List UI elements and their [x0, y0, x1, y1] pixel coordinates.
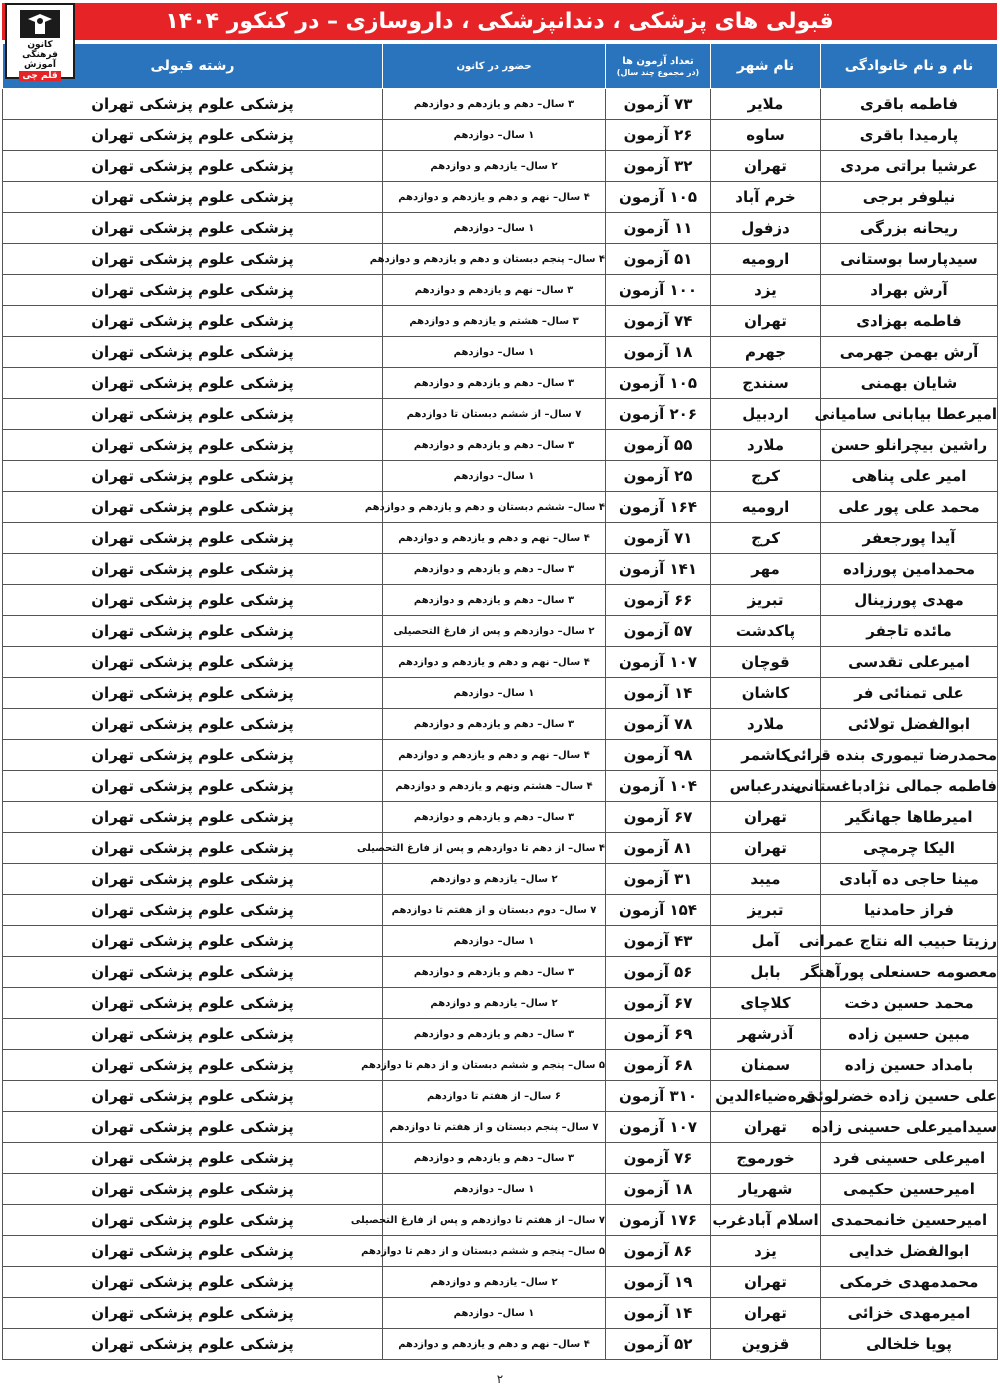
cell-city: ملارد: [711, 709, 821, 740]
cell-city: خرم آباد: [711, 182, 821, 213]
column-header-exams-sub: (در مجموع چند سال): [616, 67, 700, 77]
cell-presence: ۴ سال– ششم دبستان و دهم و یازدهم و دوازدهم: [383, 492, 606, 523]
cell-exams: ۱۵۴ آزمون: [606, 895, 711, 926]
cell-field: پزشکی علوم پزشکی تهران: [3, 1050, 383, 1081]
cell-exams: ۱۰۷ آزمون: [606, 647, 711, 678]
cell-presence: ۱ سال– دوازدهم: [383, 1174, 606, 1205]
cell-presence: ۳ سال– دهم و یازدهم و دوازدهم: [383, 430, 606, 461]
cell-presence: ۱ سال– دوازدهم: [383, 678, 606, 709]
cell-field: پزشکی علوم پزشکی تهران: [3, 430, 383, 461]
cell-field: پزشکی علوم پزشکی تهران: [3, 1174, 383, 1205]
table-row: [3, 1174, 998, 1205]
cell-field: پزشکی علوم پزشکی تهران: [3, 1205, 383, 1236]
cell-exams: ۲۰۶ آزمون: [606, 399, 711, 430]
cell-exams: ۳۱۰ آزمون: [606, 1081, 711, 1112]
cell-city: ارومیه: [711, 244, 821, 275]
table-row: [3, 1143, 998, 1174]
cell-name: سیدپارسا بوستانی: [821, 244, 998, 275]
cell-city: قزوین: [711, 1329, 821, 1360]
cell-name: امیرعطا بیابانی سامیانی: [821, 399, 998, 430]
cell-exams: ۱۰۴ آزمون: [606, 771, 711, 802]
table-row: [3, 740, 998, 771]
cell-field: پزشکی علوم پزشکی تهران: [3, 895, 383, 926]
cell-name: علی حسین زاده خضرلوئی: [821, 1081, 998, 1112]
cell-city: ملارد: [711, 430, 821, 461]
cell-exams: ۱۹ آزمون: [606, 1267, 711, 1298]
cell-presence: ۳ سال– دهم و یازدهم و دوازدهم: [383, 554, 606, 585]
cell-field: پزشکی علوم پزشکی تهران: [3, 1019, 383, 1050]
cell-field: پزشکی علوم پزشکی تهران: [3, 833, 383, 864]
cell-presence: ۴ سال– پنجم دبستان و دهم و یازدهم و دوازدهم: [383, 244, 606, 275]
cell-field: پزشکی علوم پزشکی تهران: [3, 492, 383, 523]
cell-presence: ۱ سال– دوازدهم: [383, 926, 606, 957]
cell-city: میبد: [711, 864, 821, 895]
cell-exams: ۱۴ آزمون: [606, 678, 711, 709]
cell-name: امیرطاها جهانگیر: [821, 802, 998, 833]
table-row: [3, 1329, 998, 1360]
column-header-presence: [383, 44, 606, 89]
cell-city: کاشمر: [711, 740, 821, 771]
cell-name: امیرعلی حسینی فرد: [821, 1143, 998, 1174]
cell-city: دزفول: [711, 213, 821, 244]
cell-presence: ۴ سال– نهم و دهم و یازدهم و دوازدهم: [383, 740, 606, 771]
cell-city: یزد: [711, 1236, 821, 1267]
cell-name: رزیتا حبیب اله نتاج عمرانی: [821, 926, 998, 957]
cell-presence: ۳ سال– دهم و یازدهم و دوازدهم: [383, 802, 606, 833]
cell-name: ابوالفضل خدایی: [821, 1236, 998, 1267]
cell-name: مینا حاجی ده آبادی: [821, 864, 998, 895]
cell-city: قره‌ضیاءالدین: [711, 1081, 821, 1112]
cell-presence: ۱ سال– دوازدهم: [383, 120, 606, 151]
cell-city: آمل: [711, 926, 821, 957]
column-header-field: رشته قبولی: [3, 44, 383, 89]
admissions-table: [2, 43, 998, 1360]
cell-field: پزشکی علوم پزشکی تهران: [3, 399, 383, 430]
cell-presence: ۴ سال– هشتم ونهم و یازدهم و دوازدهم: [383, 771, 606, 802]
cell-presence: ۳ سال– دهم و یازدهم و دوازدهم: [383, 89, 606, 120]
cell-presence: ۴ سال– نهم و دهم و یازدهم و دوازدهم: [383, 647, 606, 678]
cell-name: ریحانه بزرگی: [821, 213, 998, 244]
cell-exams: ۶۷ آزمون: [606, 988, 711, 1019]
cell-field: پزشکی علوم پزشکی تهران: [3, 616, 383, 647]
cell-exams: ۵۱ آزمون: [606, 244, 711, 275]
table-row: [3, 616, 998, 647]
table-row: [3, 461, 998, 492]
cell-name: سیدامیرعلی حسینی زاده: [821, 1112, 998, 1143]
cell-city: ارومیه: [711, 492, 821, 523]
page-title: قبولی های پزشکی ، دندانپزشکی ، داروسازی – در کنکور ۱۴۰۴: [165, 9, 834, 34]
cell-name: شایان بهمنی: [821, 368, 998, 399]
table-row: [3, 244, 998, 275]
cell-city: مهر: [711, 554, 821, 585]
cell-name: امیرحسین حکیمی: [821, 1174, 998, 1205]
cell-exams: ۶۹ آزمون: [606, 1019, 711, 1050]
cell-name: علی تمنائی فر: [821, 678, 998, 709]
cell-exams: ۱۰۵ آزمون: [606, 182, 711, 213]
cell-name: امیر علی پناهی: [821, 461, 998, 492]
cell-city: ملایر: [711, 89, 821, 120]
cell-exams: ۶۷ آزمون: [606, 802, 711, 833]
cell-city: سمنان: [711, 1050, 821, 1081]
cell-name: محمدمهدی خرمکی: [821, 1267, 998, 1298]
cell-name: فاطمه بهزادی: [821, 306, 998, 337]
cell-city: جهرم: [711, 337, 821, 368]
table-row: [3, 647, 998, 678]
cell-city: تهران: [711, 802, 821, 833]
cell-city: تهران: [711, 151, 821, 182]
table-row: [3, 337, 998, 368]
cell-field: پزشکی علوم پزشکی تهران: [3, 275, 383, 306]
cell-name: معصومه حسنعلی پورآهنگر: [821, 957, 998, 988]
table-row: [3, 89, 998, 120]
cell-presence: ۴ سال– از دهم تا دوازدهم و پس از فارغ التحصیلی: [383, 833, 606, 864]
table-row: [3, 1267, 998, 1298]
cell-name: آرش بهمن جهرمی: [821, 337, 998, 368]
cell-exams: ۳۱ آزمون: [606, 864, 711, 895]
cell-field: پزشکی علوم پزشکی تهران: [3, 1143, 383, 1174]
cell-field: پزشکی علوم پزشکی تهران: [3, 988, 383, 1019]
logo-line-2: فرهنگی: [22, 50, 58, 60]
cell-presence: ۳ سال– دهم و یازدهم و دوازدهم: [383, 368, 606, 399]
cell-name: نیلوفر برجی: [821, 182, 998, 213]
cell-presence: ۷ سال– دوم دبستان و از هفتم تا دوازدهم: [383, 895, 606, 926]
cell-exams: ۱۷۶ آزمون: [606, 1205, 711, 1236]
column-header-exams-label: تعداد آزمون ها: [622, 55, 694, 67]
cell-presence: ۴ سال– نهم و دهم و یازدهم و دوازدهم: [383, 1329, 606, 1360]
cell-city: تهران: [711, 1267, 821, 1298]
cell-city: سنندج: [711, 368, 821, 399]
kanoon-logo: [5, 3, 75, 79]
table-row: [3, 430, 998, 461]
cell-presence: ۲ سال– یازدهم و دوازدهم: [383, 1267, 606, 1298]
cell-city: پاکدشت: [711, 616, 821, 647]
table-row: [3, 120, 998, 151]
cell-presence: ۲ سال– دوازدهم و پس از فارغ التحصیلی: [383, 616, 606, 647]
logo-line-3: آموزش: [24, 60, 56, 70]
cell-field: پزشکی علوم پزشکی تهران: [3, 554, 383, 585]
cell-presence: ۳ سال– هشتم و یازدهم و دوازدهم: [383, 306, 606, 337]
cell-exams: ۱۰۵ آزمون: [606, 368, 711, 399]
cell-city: اسلام آبادغرب: [711, 1205, 821, 1236]
cell-city: شهریار: [711, 1174, 821, 1205]
table-row: [3, 678, 998, 709]
table-row: [3, 709, 998, 740]
cell-exams: ۱۸ آزمون: [606, 337, 711, 368]
cell-exams: ۲۵ آزمون: [606, 461, 711, 492]
cell-exams: ۱۴ آزمون: [606, 1298, 711, 1329]
cell-exams: ۸۶ آزمون: [606, 1236, 711, 1267]
table-row: [3, 585, 998, 616]
cell-presence: ۷ سال– از ششم دبستان تا دوازدهم: [383, 399, 606, 430]
column-header-name: نام و نام خانوادگی: [821, 44, 998, 89]
cell-field: پزشکی علوم پزشکی تهران: [3, 306, 383, 337]
table-row: [3, 523, 998, 554]
table-row: [3, 399, 998, 430]
cell-field: پزشکی علوم پزشکی تهران: [3, 709, 383, 740]
cell-name: فراز حامدنیا: [821, 895, 998, 926]
cell-exams: ۷۶ آزمون: [606, 1143, 711, 1174]
column-header-presence-label: حضور در کانون: [456, 60, 532, 72]
cell-city: قوچان: [711, 647, 821, 678]
cell-city: کرج: [711, 523, 821, 554]
cell-exams: ۴۳ آزمون: [606, 926, 711, 957]
cell-name: مبین حسین زاده: [821, 1019, 998, 1050]
cell-field: پزشکی علوم پزشکی تهران: [3, 1298, 383, 1329]
table-row: [3, 492, 998, 523]
cell-presence: ۲ سال– یازدهم و دوازدهم: [383, 988, 606, 1019]
cell-name: فاطمه جمالی نژادباغستانی: [821, 771, 998, 802]
page-title-bar: [2, 3, 997, 40]
cell-exams: ۱۶۴ آزمون: [606, 492, 711, 523]
cell-field: پزشکی علوم پزشکی تهران: [3, 647, 383, 678]
table-row: [3, 988, 998, 1019]
cell-exams: ۱۸ آزمون: [606, 1174, 711, 1205]
table-row: [3, 771, 998, 802]
cell-name: عرشیا براتی مردی: [821, 151, 998, 182]
logo-line-1: کانون: [27, 40, 53, 50]
cell-name: فاطمه باقری: [821, 89, 998, 120]
cell-presence: ۱ سال– دوازدهم: [383, 337, 606, 368]
cell-presence: ۶ سال– از هفتم تا دوازدهم: [383, 1081, 606, 1112]
cell-field: پزشکی علوم پزشکی تهران: [3, 151, 383, 182]
cell-exams: ۵۶ آزمون: [606, 957, 711, 988]
cell-presence: ۳ سال– دهم و یازدهم و دوازدهم: [383, 585, 606, 616]
cell-field: پزشکی علوم پزشکی تهران: [3, 182, 383, 213]
table-row: [3, 1236, 998, 1267]
cell-field: پزشکی علوم پزشکی تهران: [3, 1236, 383, 1267]
cell-field: پزشکی علوم پزشکی تهران: [3, 740, 383, 771]
table-row: [3, 1019, 998, 1050]
table-row: [3, 926, 998, 957]
cell-field: پزشکی علوم پزشکی تهران: [3, 1267, 383, 1298]
cell-name: محمدامین پورزاده: [821, 554, 998, 585]
table-row: [3, 368, 998, 399]
cell-city: ساوه: [711, 120, 821, 151]
graduate-icon: [20, 8, 60, 40]
cell-name: ابوالفضل تولائی: [821, 709, 998, 740]
cell-presence: ۳ سال– دهم و یازدهم و دوازدهم: [383, 957, 606, 988]
cell-presence: ۵ سال– پنجم و ششم دبستان و از دهم تا دوازدهم: [383, 1050, 606, 1081]
cell-field: پزشکی علوم پزشکی تهران: [3, 120, 383, 151]
table-row: [3, 275, 998, 306]
table-row: [3, 864, 998, 895]
cell-name: مائده تاجفر: [821, 616, 998, 647]
cell-name: محمد حسین دخت: [821, 988, 998, 1019]
cell-presence: ۱ سال– دوازدهم: [383, 1298, 606, 1329]
cell-city: یزد: [711, 275, 821, 306]
table-row: [3, 802, 998, 833]
table-row: [3, 957, 998, 988]
cell-city: تهران: [711, 1298, 821, 1329]
cell-exams: ۸۱ آزمون: [606, 833, 711, 864]
cell-presence: ۴ سال– نهم و دهم و یازدهم و دوازدهم: [383, 182, 606, 213]
cell-presence: ۳ سال– دهم و یازدهم و دوازدهم: [383, 1143, 606, 1174]
cell-field: پزشکی علوم پزشکی تهران: [3, 89, 383, 120]
page-number: ۲: [496, 1372, 504, 1386]
cell-exams: ۳۲ آزمون: [606, 151, 711, 182]
cell-city: کلاچای: [711, 988, 821, 1019]
cell-exams: ۷۱ آزمون: [606, 523, 711, 554]
cell-field: پزشکی علوم پزشکی تهران: [3, 368, 383, 399]
table-row: [3, 1050, 998, 1081]
cell-exams: ۱۱ آزمون: [606, 213, 711, 244]
cell-field: پزشکی علوم پزشکی تهران: [3, 585, 383, 616]
cell-name: پارمیدا باقری: [821, 120, 998, 151]
cell-exams: ۵۷ آزمون: [606, 616, 711, 647]
cell-exams: ۱۰۰ آزمون: [606, 275, 711, 306]
cell-city: تهران: [711, 1112, 821, 1143]
cell-name: امیرحسین خانمحمدی: [821, 1205, 998, 1236]
cell-presence: ۲ سال– یازدهم و دوازدهم: [383, 864, 606, 895]
column-header-exams: [606, 44, 711, 89]
cell-name: راشین بیچرانلو حسن: [821, 430, 998, 461]
table-row: [3, 554, 998, 585]
cell-name: امیرمهدی خزائی: [821, 1298, 998, 1329]
cell-field: پزشکی علوم پزشکی تهران: [3, 461, 383, 492]
table-header-row: [3, 44, 998, 89]
cell-city: کرج: [711, 461, 821, 492]
cell-name: مهدی پورزینال: [821, 585, 998, 616]
table-row: [3, 151, 998, 182]
cell-city: تبریز: [711, 895, 821, 926]
cell-exams: ۶۶ آزمون: [606, 585, 711, 616]
cell-exams: ۹۸ آزمون: [606, 740, 711, 771]
cell-field: پزشکی علوم پزشکی تهران: [3, 926, 383, 957]
cell-field: پزشکی علوم پزشکی تهران: [3, 1081, 383, 1112]
cell-field: پزشکی علوم پزشکی تهران: [3, 337, 383, 368]
cell-exams: ۵۲ آزمون: [606, 1329, 711, 1360]
cell-field: پزشکی علوم پزشکی تهران: [3, 678, 383, 709]
cell-presence: ۱ سال– دوازدهم: [383, 461, 606, 492]
cell-field: پزشکی علوم پزشکی تهران: [3, 1112, 383, 1143]
cell-exams: ۷۴ آزمون: [606, 306, 711, 337]
table-row: [3, 1081, 998, 1112]
cell-exams: ۵۵ آزمون: [606, 430, 711, 461]
cell-city: بابل: [711, 957, 821, 988]
table-row: [3, 895, 998, 926]
cell-exams: ۱۴۱ آزمون: [606, 554, 711, 585]
cell-exams: ۶۸ آزمون: [606, 1050, 711, 1081]
cell-presence: ۱ سال– دوازدهم: [383, 213, 606, 244]
cell-field: پزشکی علوم پزشکی تهران: [3, 802, 383, 833]
cell-field: پزشکی علوم پزشکی تهران: [3, 957, 383, 988]
cell-presence: ۷ سال– از هفتم تا دوازدهم و پس از فارغ التحصیلی: [383, 1205, 606, 1236]
table-row: [3, 213, 998, 244]
cell-name: پویا خلخالی: [821, 1329, 998, 1360]
cell-name: آیدا پورجعفر: [821, 523, 998, 554]
cell-city: آذرشهر: [711, 1019, 821, 1050]
cell-field: پزشکی علوم پزشکی تهران: [3, 523, 383, 554]
cell-city: تهران: [711, 306, 821, 337]
cell-city: خورموج: [711, 1143, 821, 1174]
table-row: [3, 182, 998, 213]
cell-name: آرش بهراد: [821, 275, 998, 306]
cell-exams: ۱۰۷ آزمون: [606, 1112, 711, 1143]
cell-city: تهران: [711, 833, 821, 864]
cell-city: بندرعباس: [711, 771, 821, 802]
table-row: [3, 1205, 998, 1236]
cell-field: پزشکی علوم پزشکی تهران: [3, 771, 383, 802]
cell-name: الیکا چرمچی: [821, 833, 998, 864]
table-row: [3, 1298, 998, 1329]
cell-name: محمدرضا تیموری بنده قرائی: [821, 740, 998, 771]
cell-city: تبریز: [711, 585, 821, 616]
cell-presence: ۳ سال– نهم و یازدهم و دوازدهم: [383, 275, 606, 306]
cell-presence: ۳ سال– دهم و یازدهم و دوازدهم: [383, 1019, 606, 1050]
cell-exams: ۷۳ آزمون: [606, 89, 711, 120]
cell-exams: ۷۸ آزمون: [606, 709, 711, 740]
cell-city: اردبیل: [711, 399, 821, 430]
cell-field: پزشکی علوم پزشکی تهران: [3, 1329, 383, 1360]
column-header-city: نام شهر: [711, 44, 821, 89]
cell-field: پزشکی علوم پزشکی تهران: [3, 244, 383, 275]
cell-presence: ۴ سال– نهم و دهم و یازدهم و دوازدهم: [383, 523, 606, 554]
table-row: [3, 833, 998, 864]
cell-presence: ۳ سال– دهم و یازدهم و دوازدهم: [383, 709, 606, 740]
cell-presence: ۲ سال– یازدهم و دوازدهم: [383, 151, 606, 182]
logo-brand: قلم چی: [19, 71, 60, 81]
cell-city: کاشان: [711, 678, 821, 709]
cell-name: بامداد حسین زاده: [821, 1050, 998, 1081]
cell-field: پزشکی علوم پزشکی تهران: [3, 213, 383, 244]
cell-exams: ۲۶ آزمون: [606, 120, 711, 151]
table-body: [3, 89, 998, 1360]
table-row: [3, 306, 998, 337]
cell-presence: ۵ سال– پنجم و ششم دبستان و از دهم تا دوازدهم: [383, 1236, 606, 1267]
cell-name: امیرعلی تقدسی: [821, 647, 998, 678]
table-row: [3, 1112, 998, 1143]
cell-field: پزشکی علوم پزشکی تهران: [3, 864, 383, 895]
cell-presence: ۷ سال– پنجم دبستان و از هفتم تا دوازدهم: [383, 1112, 606, 1143]
cell-name: محمد علی پور علی: [821, 492, 998, 523]
